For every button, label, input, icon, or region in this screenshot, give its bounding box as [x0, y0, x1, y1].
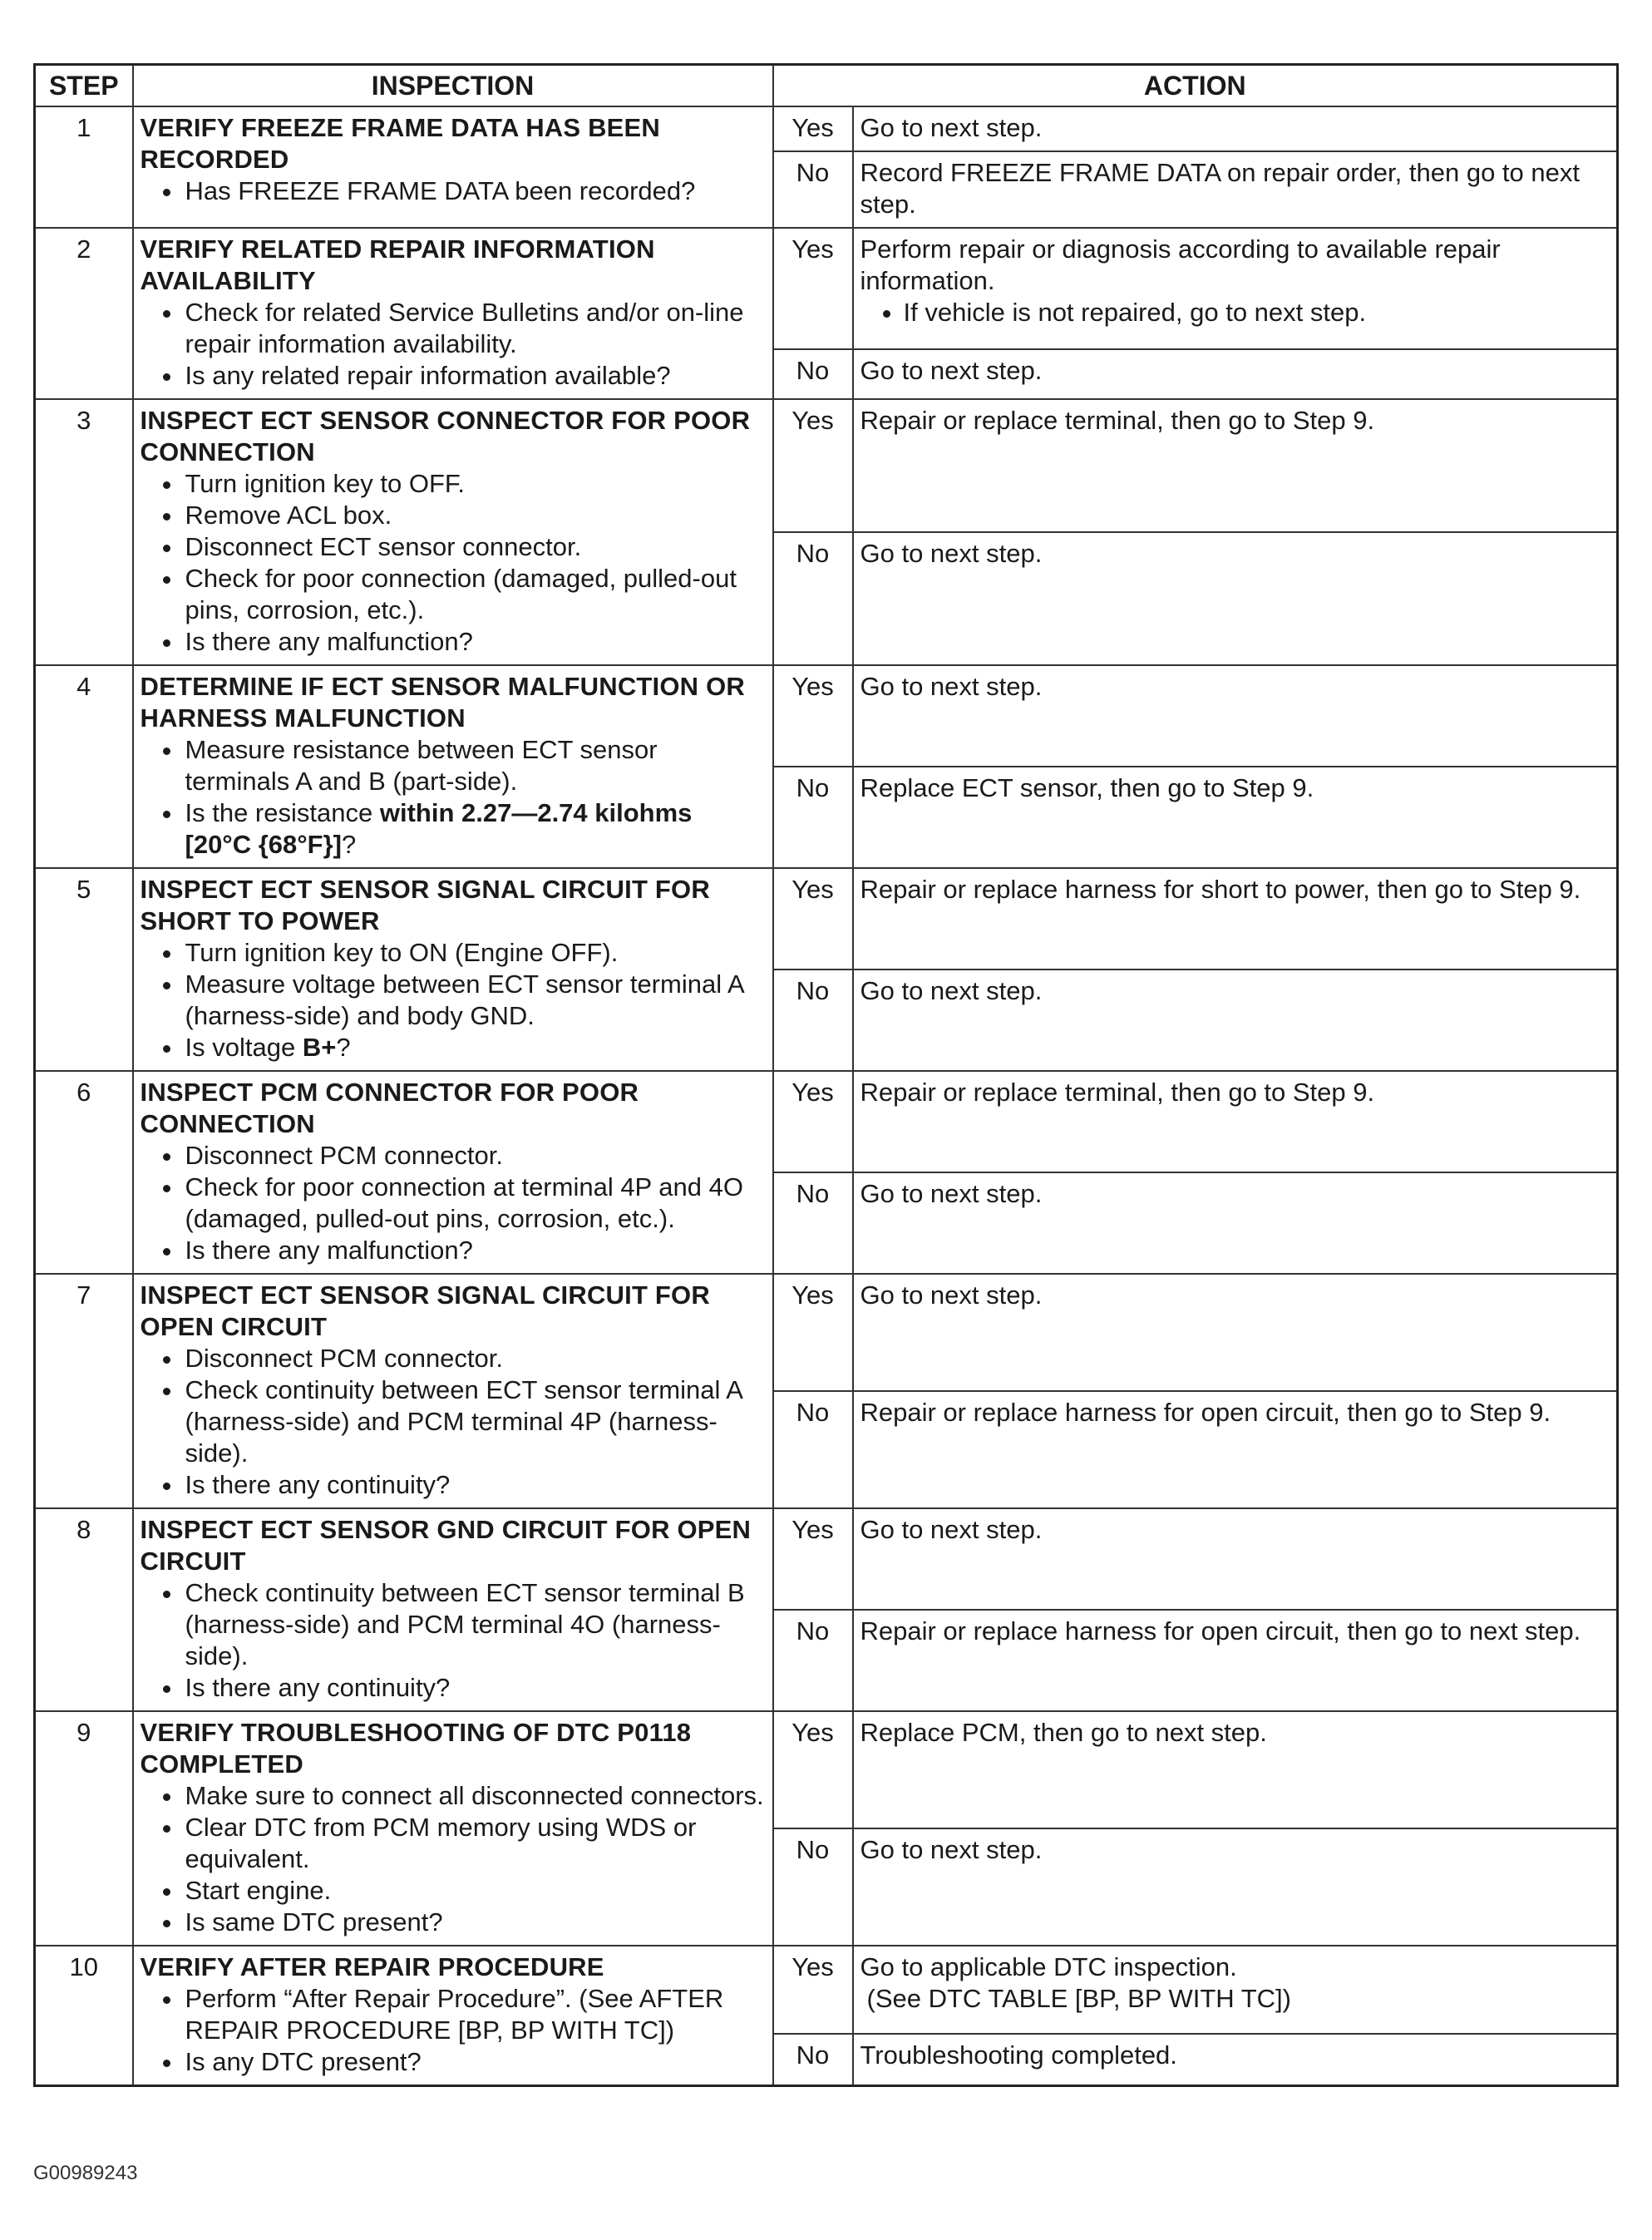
no-action: Record FREEZE FRAME DATA on repair order, then go to next step. — [853, 151, 1618, 228]
yes-action: Go to applicable DTC inspection. — [860, 1952, 1237, 1981]
step-row — [35, 399, 1618, 532]
yes-action: Repair or replace harness for short to power, then go to Step 9. — [853, 868, 1618, 970]
inspection-bullet: • Remove ACL box. — [184, 500, 766, 531]
inspection-header: INSPECTION — [133, 65, 773, 107]
step-row — [35, 1274, 1618, 1391]
inspection-title: INSPECT ECT SENSOR SIGNAL CIRCUIT FOR OPEN CIRCUIT — [140, 1280, 710, 1341]
no-label: No — [773, 2034, 853, 2086]
step-number: 6 — [35, 1071, 133, 1274]
inspection-title: VERIFY AFTER REPAIR PROCEDURE — [140, 1952, 604, 1981]
action-header: ACTION — [773, 65, 1618, 107]
no-label: No — [773, 532, 853, 665]
yes-label: Yes — [773, 106, 853, 151]
step-number: 8 — [35, 1508, 133, 1711]
yes-label: Yes — [773, 665, 853, 767]
step-row — [35, 1946, 1618, 2034]
no-action: Go to next step. — [853, 1828, 1618, 1946]
inspection-bullet: • Is there any malfunction? — [184, 626, 766, 658]
no-action: Go to next step. — [853, 349, 1618, 399]
step-number: 9 — [35, 1711, 133, 1946]
step-row — [35, 1711, 1618, 1828]
inspection-title: DETERMINE IF ECT SENSOR MALFUNCTION OR HARNESS MALFUNCTION — [140, 672, 745, 733]
inspection-bullet: • Check continuity between ECT sensor terminal B (harness-side) and PCM terminal 4O (harness-side). — [184, 1577, 766, 1672]
step-number: 10 — [35, 1946, 133, 2086]
voltage-spec: B+ — [302, 1033, 337, 1062]
inspection-cell — [133, 1946, 773, 2086]
no-label: No — [773, 1828, 853, 1946]
yes-label: Yes — [773, 1274, 853, 1391]
no-action: Go to next step. — [853, 970, 1618, 1071]
step-row — [35, 1071, 1618, 1172]
step-number: 4 — [35, 665, 133, 868]
yes-action-cell — [853, 1946, 1618, 2034]
yes-action: Go to next step. — [853, 106, 1618, 151]
yes-action: Go to next step. — [853, 1508, 1618, 1610]
step-number: 3 — [35, 399, 133, 665]
voltage-suffix: ? — [336, 1033, 351, 1062]
figure-id: G00989243 — [33, 2162, 138, 2184]
no-label: No — [773, 767, 853, 868]
inspection-title: INSPECT ECT SENSOR SIGNAL CIRCUIT FOR SHORT TO POWER — [140, 875, 710, 935]
inspection-cell — [133, 228, 773, 399]
inspection-cell — [133, 665, 773, 868]
inspection-bullet: • Clear DTC from PCM memory using WDS or equivalent. — [184, 1812, 766, 1875]
yes-label: Yes — [773, 1711, 853, 1828]
no-label: No — [773, 1610, 853, 1711]
resistance-prefix: Is the resistance — [185, 798, 380, 827]
inspection-title: INSPECT ECT SENSOR CONNECTOR FOR POOR CONNECTION — [140, 406, 751, 466]
voltage-prefix: Is voltage — [185, 1033, 303, 1062]
inspection-title: VERIFY RELATED REPAIR INFORMATION AVAILABILITY — [140, 234, 655, 295]
yes-action-cell — [853, 228, 1618, 349]
inspection-bullet: • Measure voltage between ECT sensor terminal A (harness-side) and body GND. — [184, 969, 766, 1032]
step-row — [35, 228, 1618, 349]
inspection-bullet: • Is there any continuity? — [184, 1469, 766, 1501]
yes-action: Replace PCM, then go to next step. — [853, 1711, 1618, 1828]
no-label: No — [773, 1391, 853, 1508]
inspection-bullet: • Check for poor connection (damaged, pulled-out pins, corrosion, etc.). — [184, 563, 766, 626]
step-number: 7 — [35, 1274, 133, 1508]
inspection-bullet: • Measure resistance between ECT sensor terminals A and B (part-side). — [184, 734, 766, 797]
inspection-bullet: • Is there any continuity? — [184, 1672, 766, 1704]
inspection-bullet: • Perform “After Repair Procedure”. (See AFTER REPAIR PROCEDURE [BP, BP WITH TC]) — [184, 1983, 766, 2046]
step-row — [35, 665, 1618, 767]
inspection-bullet: • Check for related Service Bulletins and/or on-line repair information availability. — [184, 297, 766, 360]
inspection-title: INSPECT PCM CONNECTOR FOR POOR CONNECTION — [140, 1078, 639, 1138]
inspection-bullet: • Is same DTC present? — [184, 1907, 766, 1938]
inspection-bullet — [184, 797, 766, 861]
yes-action: Perform repair or diagnosis according to available repair information. — [860, 234, 1501, 295]
inspection-bullet: • Disconnect ECT sensor connector. — [184, 531, 766, 563]
yes-label: Yes — [773, 1946, 853, 2034]
inspection-title: VERIFY FREEZE FRAME DATA HAS BEEN RECORDED — [140, 113, 660, 174]
no-action: Replace ECT sensor, then go to Step 9. — [853, 767, 1618, 868]
inspection-title: INSPECT ECT SENSOR GND CIRCUIT FOR OPEN CIRCUIT — [140, 1515, 752, 1576]
step-row — [35, 868, 1618, 970]
inspection-cell — [133, 1071, 773, 1274]
step-number: 5 — [35, 868, 133, 1071]
header-row — [35, 65, 1618, 107]
yes-label: Yes — [773, 399, 853, 532]
no-action: Repair or replace harness for open circuit, then go to next step. — [853, 1610, 1618, 1711]
inspection-bullet: • Turn ignition key to ON (Engine OFF). — [184, 937, 766, 969]
no-label: No — [773, 1172, 853, 1274]
inspection-cell — [133, 1274, 773, 1508]
inspection-cell — [133, 868, 773, 1071]
diagnostic-table — [33, 63, 1619, 2087]
yes-label: Yes — [773, 868, 853, 970]
step-header: STEP — [35, 65, 133, 107]
inspection-bullet: • Disconnect PCM connector. — [184, 1140, 766, 1172]
inspection-bullet: • Has FREEZE FRAME DATA been recorded? — [184, 175, 766, 207]
inspection-bullet: • Make sure to connect all disconnected connectors. — [184, 1780, 766, 1812]
inspection-bullet: • Check continuity between ECT sensor terminal A (harness-side) and PCM terminal 4P (harness-side). — [184, 1374, 766, 1469]
inspection-cell — [133, 399, 773, 665]
inspection-bullet: • Disconnect PCM connector. — [184, 1343, 766, 1374]
no-label: No — [773, 349, 853, 399]
step-row — [35, 106, 1618, 151]
inspection-cell — [133, 1711, 773, 1946]
no-action: Go to next step. — [853, 1172, 1618, 1274]
inspection-cell — [133, 106, 773, 228]
no-action: Troubleshooting completed. — [853, 2034, 1618, 2086]
yes-action: Repair or replace terminal, then go to Step 9. — [853, 399, 1618, 532]
resistance-spec: within 2.27—2.74 kilohms [20°C {68°F}] — [185, 798, 693, 859]
inspection-bullet: • Turn ignition key to OFF. — [184, 468, 766, 500]
no-action: Go to next step. — [853, 532, 1618, 665]
yes-label: Yes — [773, 1508, 853, 1610]
inspection-title: VERIFY TROUBLESHOOTING OF DTC P0118 COMPLETED — [140, 1718, 692, 1779]
inspection-bullet: • Start engine. — [184, 1875, 766, 1907]
inspection-bullet: • Is any related repair information available? — [184, 360, 766, 392]
step-row — [35, 1508, 1618, 1610]
inspection-bullet: • Is there any malfunction? — [184, 1235, 766, 1266]
step-number: 2 — [35, 228, 133, 399]
no-label: No — [773, 970, 853, 1071]
inspection-bullet: • Check for poor connection at terminal 4P and 4O (damaged, pulled-out pins, corrosion, etc.). — [184, 1172, 766, 1235]
step-number: 1 — [35, 106, 133, 228]
no-label: No — [773, 151, 853, 228]
yes-action-reference: (See DTC TABLE [BP, BP WITH TC]) — [866, 1984, 1291, 2013]
inspection-bullet: • Is any DTC present? — [184, 2046, 766, 2078]
yes-label: Yes — [773, 228, 853, 349]
yes-action: Repair or replace terminal, then go to Step 9. — [853, 1071, 1618, 1172]
inspection-cell — [133, 1508, 773, 1711]
yes-action: Go to next step. — [853, 665, 1618, 767]
yes-action-bullet: • If vehicle is not repaired, go to next step. — [904, 297, 1610, 328]
yes-label: Yes — [773, 1071, 853, 1172]
yes-action: Go to next step. — [853, 1274, 1618, 1391]
no-action: Repair or replace harness for open circuit, then go to Step 9. — [853, 1391, 1618, 1508]
inspection-bullet — [184, 1032, 766, 1063]
resistance-suffix: ? — [341, 830, 357, 859]
